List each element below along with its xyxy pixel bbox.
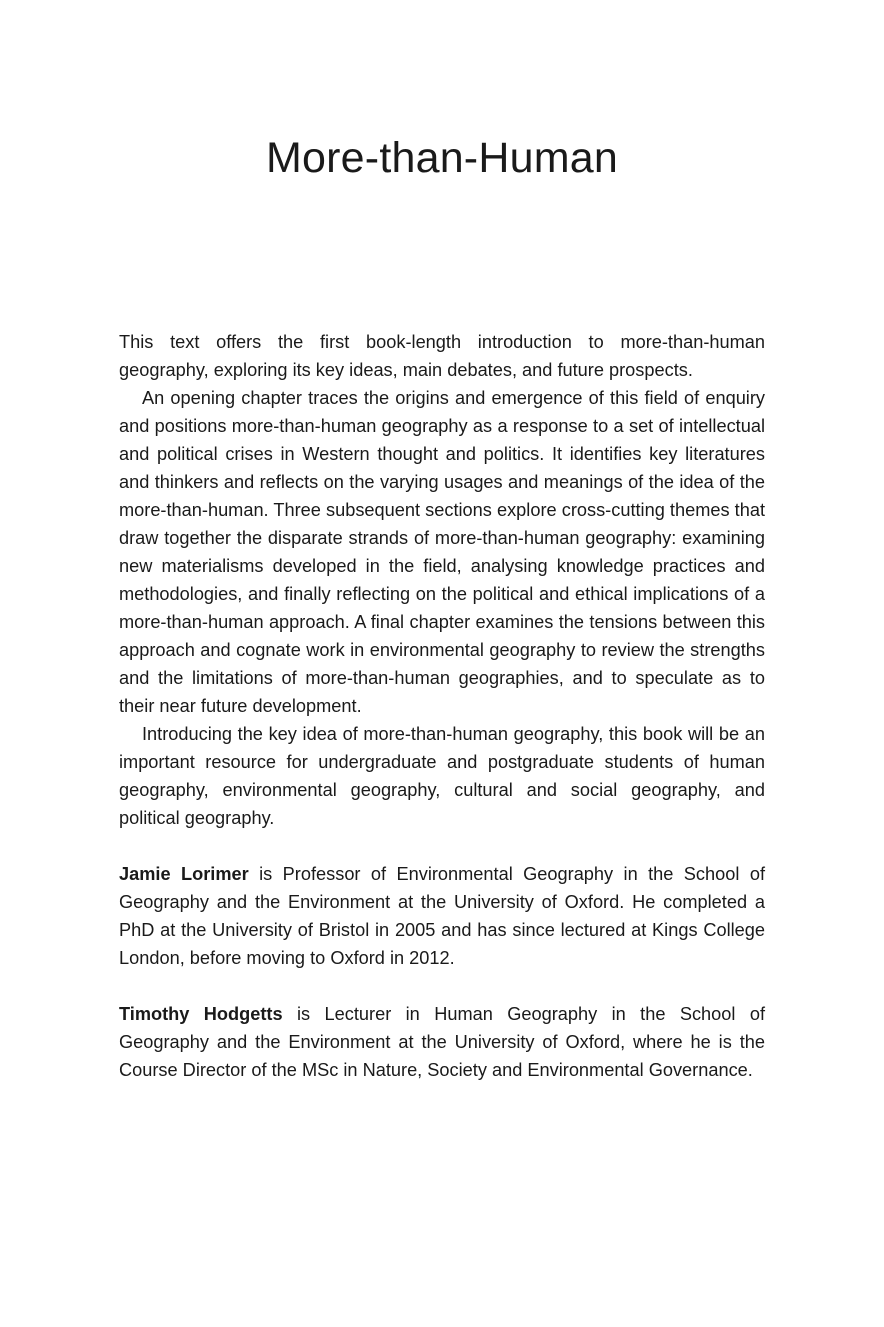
description-paragraph: This text offers the first book-length introduction to more-than-human geography, exploring its key ideas, main debates, and future prospects. — [119, 332, 765, 380]
author-bio-text: is Lecturer in Human Geography in the School of Geography and the Environment at the University of Oxford, where he is the Course Director of the MSc in Nature, Society and Environmental Governance. — [119, 1004, 765, 1080]
author-bio-hodgetts — [119, 1000, 765, 1084]
description-paragraph: Introducing the key idea of more-than-human geography, this book will be an important resource for undergraduate and postgraduate students of human geography, environmental geography, cultural and social geography, and political geography. — [119, 724, 765, 828]
author-bio-lorimer — [119, 860, 765, 972]
author-name: Jamie Lorimer — [119, 864, 249, 884]
description-paragraph: An opening chapter traces the origins and emergence of this field of enquiry and positions more-than-human geography as a response to a set of intellectual and political crises in Western thought and politics. It identifies key literatures and thinkers and reflects on the varying usages and meanings of the idea of the more-than-human. Three subsequent sections explore cross-cutting themes that draw together the disparate strands of more-than-human geography: examining new materialisms developed in the field, analysing knowledge practices and methodologies, and finally reflecting on the political and ethical implications of a more-than-human approach. A final chapter examines the tensions between this approach and cognate work in environmental geography to review the strengths and the limitations of more-than-human geographies, and to speculate as to their near future development. — [119, 388, 765, 716]
page-title: More-than-Human — [266, 134, 618, 182]
author-bio-text: is Professor of Environmental Geography in the School of Geography and the Environment at the University of Oxford. He completed a PhD at the University of Bristol in 2005 and has since lectured at Kings College London, before moving to Oxford in 2012. — [119, 864, 765, 968]
author-name: Timothy Hodgetts — [119, 1004, 283, 1024]
book-description — [119, 328, 765, 1084]
